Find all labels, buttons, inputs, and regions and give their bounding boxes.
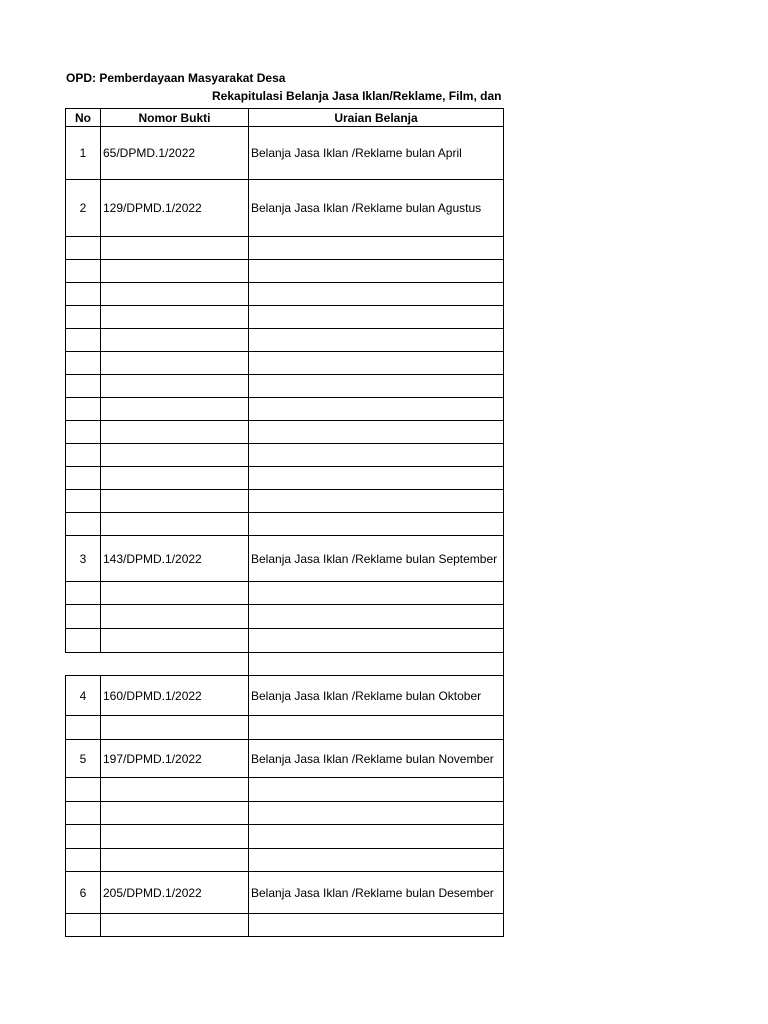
empty-cell — [101, 653, 249, 676]
empty-cell[interactable] — [101, 467, 249, 490]
empty-cell[interactable] — [66, 802, 101, 825]
empty-cell[interactable] — [249, 237, 504, 260]
gap-row — [66, 653, 504, 676]
cell-nomor-bukti[interactable]: 197/DPMD.1/2022 — [101, 740, 249, 778]
empty-row — [66, 513, 504, 536]
spreadsheet — [65, 108, 503, 937]
column-header-nomor-bukti: Nomor Bukti — [101, 109, 249, 127]
empty-cell[interactable] — [66, 629, 101, 653]
empty-row — [66, 283, 504, 306]
empty-cell[interactable] — [66, 375, 101, 398]
empty-row — [66, 629, 504, 653]
table-row — [66, 872, 504, 914]
empty-cell[interactable] — [249, 716, 504, 740]
cell-uraian[interactable]: Belanja Jasa Iklan /Reklame bulan September — [249, 536, 504, 582]
empty-cell[interactable] — [101, 716, 249, 740]
cell-nomor-bukti[interactable]: 160/DPMD.1/2022 — [101, 676, 249, 716]
empty-cell[interactable] — [66, 444, 101, 467]
table-row — [66, 740, 504, 778]
cell-uraian[interactable]: Belanja Jasa Iklan /Reklame bulan Agustus — [249, 180, 504, 237]
empty-row — [66, 444, 504, 467]
empty-cell[interactable] — [249, 802, 504, 825]
empty-cell[interactable] — [101, 237, 249, 260]
empty-cell[interactable] — [66, 306, 101, 329]
table-row — [66, 180, 504, 237]
empty-cell[interactable] — [66, 605, 101, 629]
empty-cell[interactable] — [66, 283, 101, 306]
empty-cell[interactable] — [66, 914, 101, 937]
empty-row — [66, 825, 504, 849]
empty-cell[interactable] — [66, 849, 101, 872]
empty-cell[interactable] — [101, 283, 249, 306]
column-header-uraian-belanja: Uraian Belanja — [249, 109, 504, 127]
empty-cell[interactable] — [249, 375, 504, 398]
empty-cell[interactable] — [66, 421, 101, 444]
empty-row — [66, 605, 504, 629]
empty-cell[interactable] — [249, 398, 504, 421]
empty-cell[interactable] — [101, 778, 249, 802]
cell-nomor-bukti[interactable]: 143/DPMD.1/2022 — [101, 536, 249, 582]
empty-cell[interactable] — [101, 329, 249, 352]
empty-cell[interactable] — [101, 490, 249, 513]
empty-cell[interactable] — [101, 605, 249, 629]
empty-cell[interactable] — [249, 329, 504, 352]
empty-row — [66, 849, 504, 872]
empty-row — [66, 467, 504, 490]
empty-row — [66, 352, 504, 375]
cell-uraian[interactable]: Belanja Jasa Iklan /Reklame bulan Oktober — [249, 676, 504, 716]
empty-cell[interactable] — [249, 352, 504, 375]
empty-cell[interactable] — [101, 398, 249, 421]
cell-uraian[interactable]: Belanja Jasa Iklan /Reklame bulan November — [249, 740, 504, 778]
empty-cell[interactable] — [249, 629, 504, 653]
cell-no[interactable]: 4 — [66, 676, 101, 716]
empty-cell[interactable] — [101, 375, 249, 398]
empty-cell[interactable] — [249, 260, 504, 283]
empty-cell[interactable] — [249, 306, 504, 329]
empty-row — [66, 582, 504, 605]
empty-row — [66, 237, 504, 260]
empty-cell[interactable] — [249, 653, 504, 676]
empty-cell[interactable] — [249, 444, 504, 467]
empty-cell[interactable] — [66, 582, 101, 605]
empty-cell[interactable] — [249, 849, 504, 872]
empty-cell[interactable] — [249, 582, 504, 605]
empty-row — [66, 398, 504, 421]
cell-no[interactable]: 6 — [66, 872, 101, 914]
empty-row — [66, 306, 504, 329]
empty-row — [66, 802, 504, 825]
column-header-no: No — [66, 109, 101, 127]
cell-nomor-bukti[interactable]: 205/DPMD.1/2022 — [101, 872, 249, 914]
empty-cell[interactable] — [66, 778, 101, 802]
cell-no[interactable]: 1 — [66, 127, 101, 180]
empty-cell[interactable] — [66, 716, 101, 740]
empty-cell[interactable] — [101, 914, 249, 937]
empty-row — [66, 329, 504, 352]
report-title: Rekapitulasi Belanja Jasa Iklan/Reklame, Film, dan — [212, 89, 502, 103]
empty-cell[interactable] — [66, 398, 101, 421]
table-row — [66, 127, 504, 180]
empty-cell — [66, 653, 101, 676]
empty-cell[interactable] — [101, 444, 249, 467]
empty-row — [66, 914, 504, 937]
empty-cell[interactable] — [101, 849, 249, 872]
empty-cell[interactable] — [66, 329, 101, 352]
empty-cell[interactable] — [249, 421, 504, 444]
empty-cell[interactable] — [101, 306, 249, 329]
empty-cell[interactable] — [101, 825, 249, 849]
empty-cell[interactable] — [249, 825, 504, 849]
empty-cell[interactable] — [66, 467, 101, 490]
empty-cell[interactable] — [101, 802, 249, 825]
cell-nomor-bukti[interactable]: 65/DPMD.1/2022 — [101, 127, 249, 180]
empty-cell[interactable] — [101, 260, 249, 283]
cell-uraian[interactable]: Belanja Jasa Iklan /Reklame bulan Desember — [249, 872, 504, 914]
empty-cell[interactable] — [101, 629, 249, 653]
empty-cell[interactable] — [66, 513, 101, 536]
cell-nomor-bukti[interactable]: 129/DPMD.1/2022 — [101, 180, 249, 237]
empty-cell[interactable] — [66, 490, 101, 513]
empty-cell[interactable] — [249, 778, 504, 802]
cell-no[interactable]: 2 — [66, 180, 101, 237]
table-header-row — [66, 109, 504, 127]
empty-cell[interactable] — [66, 825, 101, 849]
empty-cell[interactable] — [101, 582, 249, 605]
empty-cell[interactable] — [101, 513, 249, 536]
empty-row — [66, 375, 504, 398]
empty-cell[interactable] — [249, 467, 504, 490]
empty-cell[interactable] — [66, 352, 101, 375]
empty-row — [66, 716, 504, 740]
empty-row — [66, 778, 504, 802]
belanja-table — [65, 108, 504, 937]
cell-no[interactable]: 5 — [66, 740, 101, 778]
opd-label: OPD: Pemberdayaan Masyarakat Desa — [66, 71, 286, 85]
empty-cell[interactable] — [66, 260, 101, 283]
empty-row — [66, 260, 504, 283]
empty-row — [66, 490, 504, 513]
empty-cell[interactable] — [249, 513, 504, 536]
table-row — [66, 676, 504, 716]
table-row — [66, 536, 504, 582]
cell-no[interactable]: 3 — [66, 536, 101, 582]
empty-cell[interactable] — [249, 490, 504, 513]
empty-cell[interactable] — [101, 352, 249, 375]
empty-cell[interactable] — [66, 237, 101, 260]
empty-row — [66, 421, 504, 444]
cell-uraian[interactable]: Belanja Jasa Iklan /Reklame bulan April — [249, 127, 504, 180]
empty-cell[interactable] — [249, 914, 504, 937]
empty-cell[interactable] — [249, 605, 504, 629]
empty-cell[interactable] — [249, 283, 504, 306]
empty-cell[interactable] — [101, 421, 249, 444]
